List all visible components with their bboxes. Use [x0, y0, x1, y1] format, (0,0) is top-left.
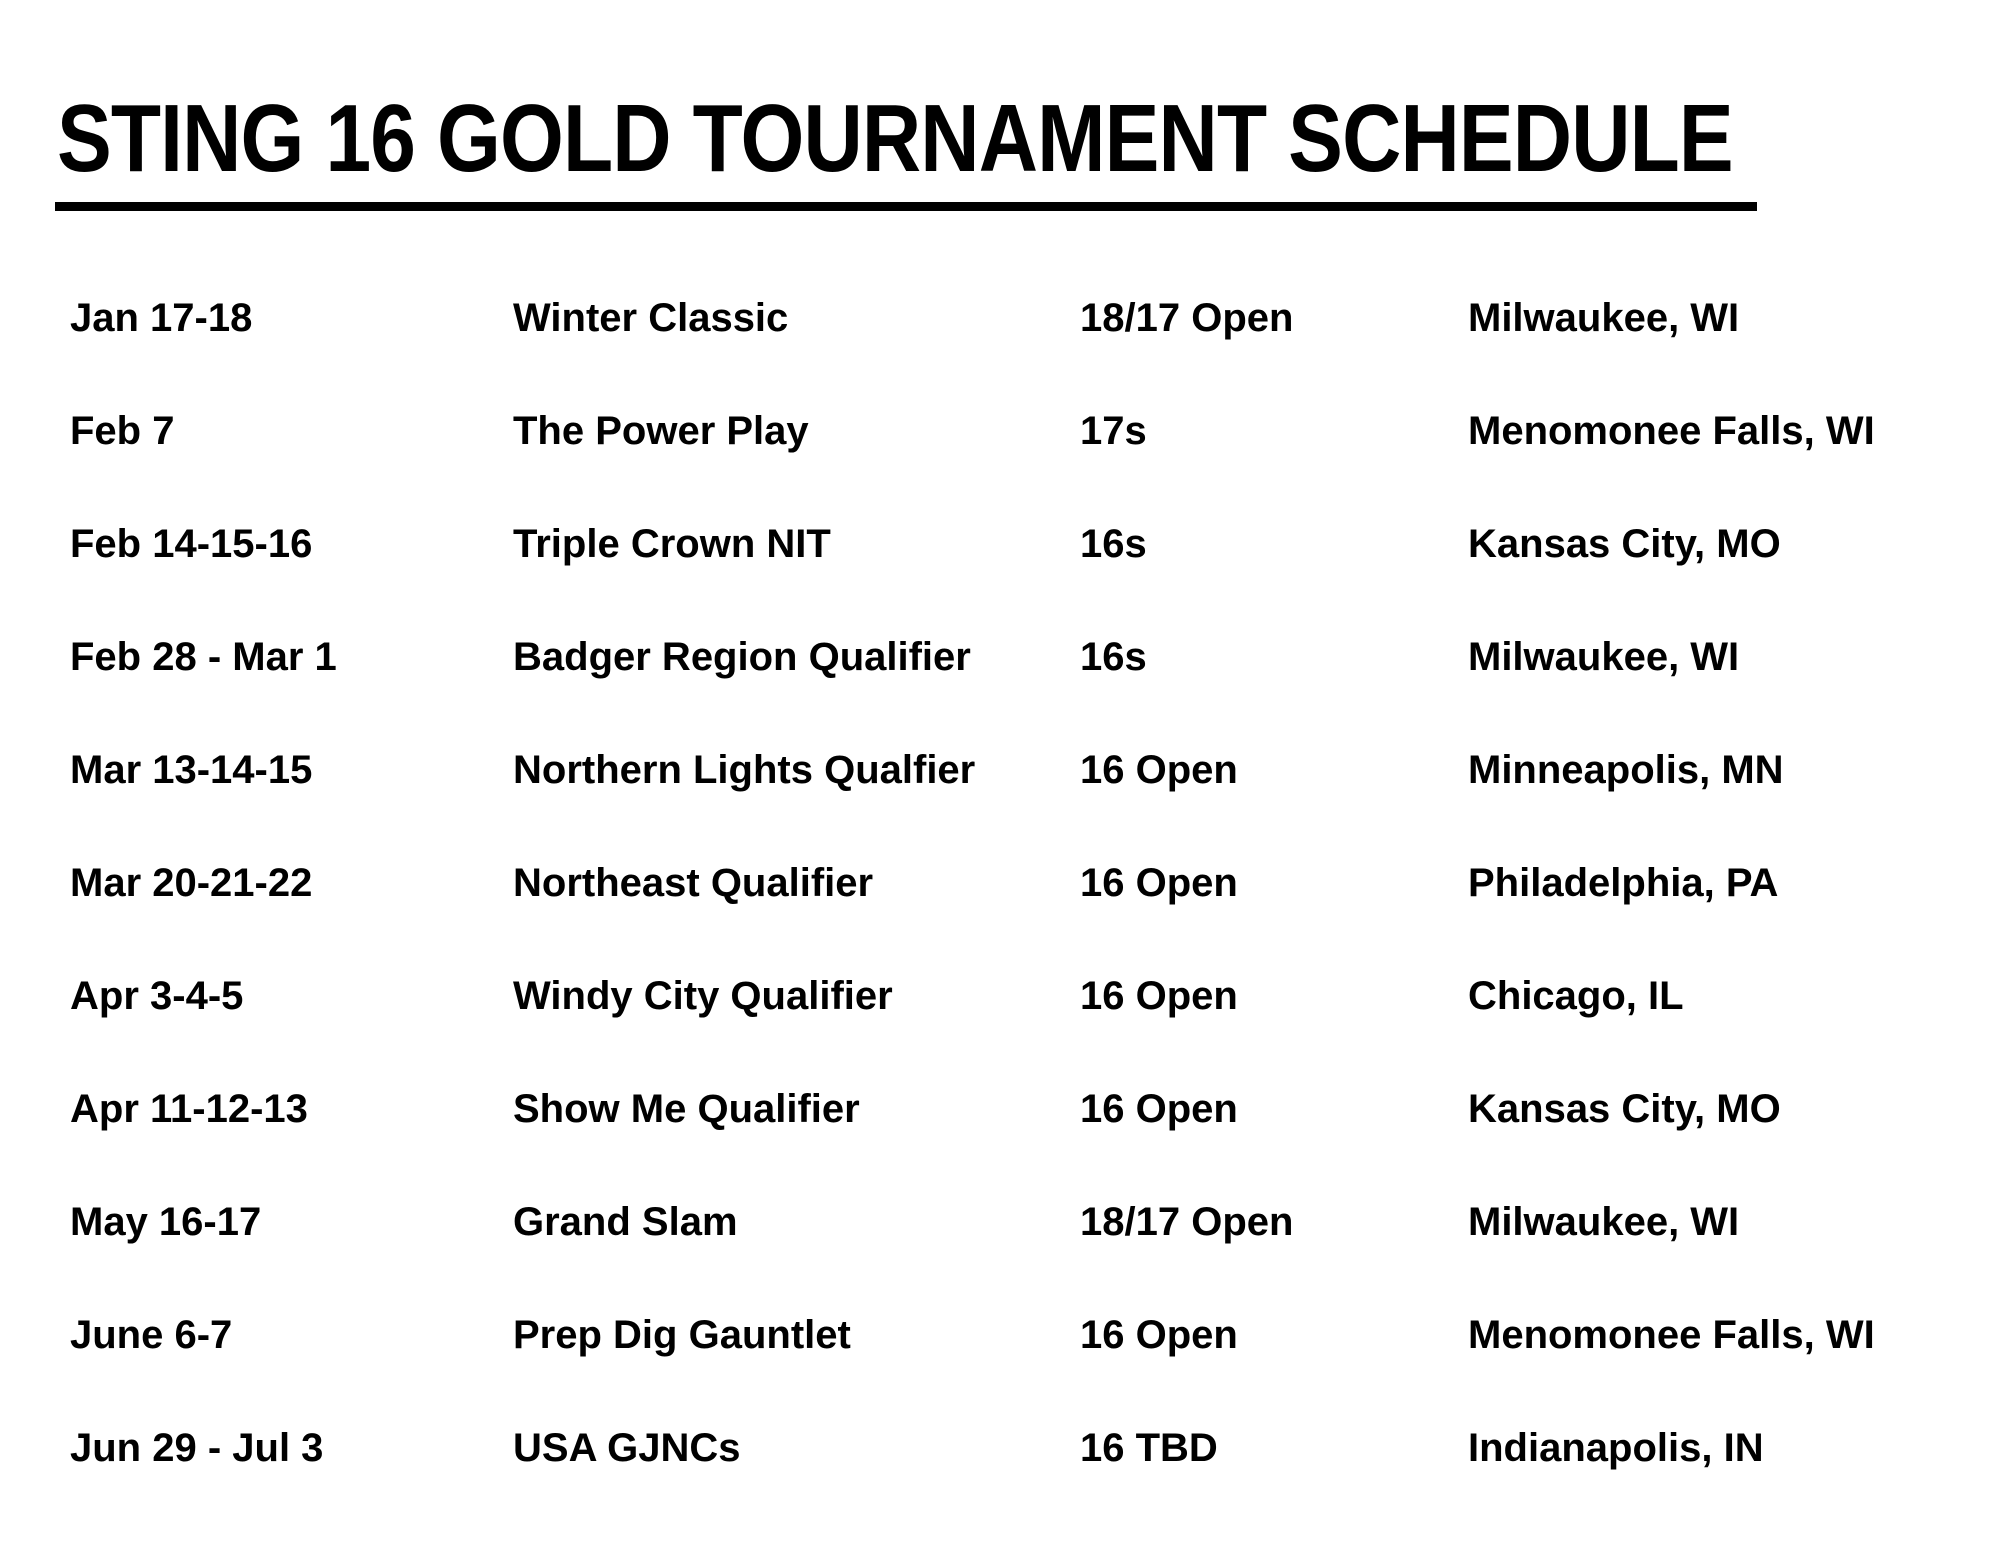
- event-date: May 16-17: [70, 1200, 262, 1244]
- event-location: Menomonee Falls, WI: [1468, 409, 1875, 453]
- event-date: Apr 11-12-13: [70, 1087, 308, 1131]
- event-location: Milwaukee, WI: [1468, 635, 1740, 679]
- event-name: Northeast Qualifier: [513, 861, 874, 905]
- event-division: 18/17 Open: [1080, 296, 1294, 340]
- title-underline: [55, 202, 1757, 211]
- event-division: 17s: [1080, 409, 1147, 453]
- schedule-table: [70, 295, 1959, 1538]
- event-division: 16 Open: [1080, 748, 1238, 792]
- event-division: 16 Open: [1080, 861, 1238, 905]
- event-location: Kansas City, MO: [1468, 1087, 1781, 1131]
- event-location: Indianapolis, IN: [1468, 1426, 1764, 1470]
- event-name: Winter Classic: [513, 296, 789, 340]
- event-date: Jan 17-18: [70, 296, 253, 340]
- event-name: Northern Lights Qualfier: [513, 748, 976, 792]
- event-location: Milwaukee, WI: [1468, 1200, 1740, 1244]
- page-title: STING 16 GOLD TOURNAMENT SCHEDULE: [57, 85, 1733, 192]
- event-division: 16s: [1080, 522, 1147, 566]
- event-division: 16 TBD: [1080, 1426, 1218, 1470]
- table-row: [70, 1199, 1959, 1312]
- event-date: Jun 29 - Jul 3: [70, 1426, 324, 1470]
- event-division: 16 Open: [1080, 974, 1238, 1018]
- event-date: Apr 3-4-5: [70, 974, 244, 1018]
- event-date: Feb 14-15-16: [70, 522, 313, 566]
- table-row: [70, 973, 1959, 1086]
- table-row: [70, 408, 1959, 521]
- event-name: The Power Play: [513, 409, 809, 453]
- event-name: Show Me Qualifier: [513, 1087, 860, 1131]
- event-name: Badger Region Qualifier: [513, 635, 971, 679]
- event-name: Prep Dig Gauntlet: [513, 1313, 851, 1357]
- event-name: Grand Slam: [513, 1200, 738, 1244]
- table-row: [70, 634, 1959, 747]
- event-name: Windy City Qualifier: [513, 974, 893, 1018]
- event-location: Milwaukee, WI: [1468, 296, 1740, 340]
- event-name: Triple Crown NIT: [513, 522, 831, 566]
- event-date: Feb 28 - Mar 1: [70, 635, 337, 679]
- event-name: USA GJNCs: [513, 1426, 741, 1470]
- event-location: Philadelphia, PA: [1468, 861, 1779, 905]
- table-row: [70, 521, 1959, 634]
- event-location: Kansas City, MO: [1468, 522, 1781, 566]
- event-location: Menomonee Falls, WI: [1468, 1313, 1875, 1357]
- event-date: Mar 13-14-15: [70, 748, 313, 792]
- table-row: [70, 1086, 1959, 1199]
- table-row: [70, 860, 1959, 973]
- table-row: [70, 747, 1959, 860]
- event-date: Mar 20-21-22: [70, 861, 313, 905]
- event-division: 16 Open: [1080, 1313, 1238, 1357]
- table-row: [70, 1425, 1959, 1538]
- table-row: [70, 1312, 1959, 1425]
- table-row: [70, 295, 1959, 408]
- event-division: 16 Open: [1080, 1087, 1238, 1131]
- event-division: 18/17 Open: [1080, 1200, 1294, 1244]
- event-date: June 6-7: [70, 1313, 233, 1357]
- event-location: Chicago, IL: [1468, 974, 1684, 1018]
- event-location: Minneapolis, MN: [1468, 748, 1784, 792]
- event-date: Feb 7: [70, 409, 175, 453]
- event-division: 16s: [1080, 635, 1147, 679]
